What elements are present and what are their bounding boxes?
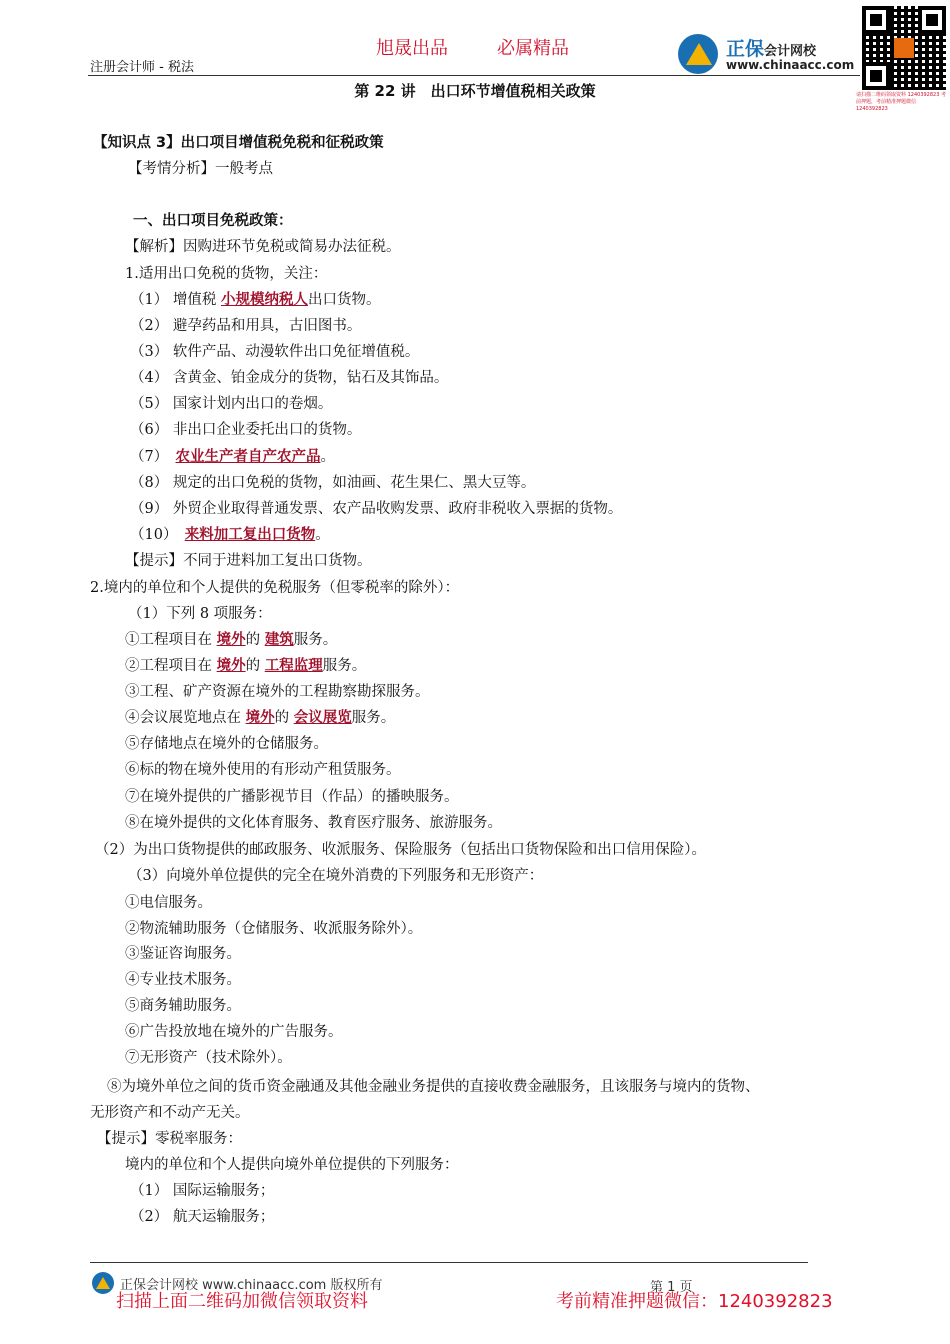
text-segment: （3） 软件产品、动漫软件出口免征增值税。 <box>130 344 420 360</box>
text-segment: 境内的单位和个人提供向境外单位提供的下列服务： <box>125 1157 459 1173</box>
lecture-title: 第 22 讲 出口环节增值税相关政策 <box>354 82 596 100</box>
text-segment: 1.适用出口免税的货物，关注： <box>125 266 328 282</box>
text-segment: ④会议展览地点在 <box>125 710 246 726</box>
text-segment: ③鉴证咨询服务。 <box>125 946 241 962</box>
text-line <box>130 525 330 545</box>
text-line <box>107 1077 760 1097</box>
highlighted-term: 境外 <box>245 710 275 726</box>
text-line <box>128 866 543 886</box>
text-segment: 【知识点 3】出口项目增值税免税和征税政策 <box>93 135 384 151</box>
promo-right: 考前精准押题微信：1240392823 <box>556 1291 833 1312</box>
text-segment: ①工程项目在 <box>125 632 217 648</box>
text-line <box>125 734 328 754</box>
text-line <box>130 394 332 414</box>
header-slogan: 旭晟出品 <box>376 38 448 59</box>
text-line <box>95 840 706 860</box>
text-segment: ⑥广告投放地在境外的广告服务。 <box>125 1024 343 1040</box>
text-line <box>130 499 622 519</box>
text-segment: 2.境内的单位和个人提供的免税服务（但零税率的除外）： <box>90 580 460 596</box>
text-segment: （8） 规定的出口免税的货物，如油画、花生果仁、黑大豆等。 <box>130 475 536 491</box>
text-line <box>125 264 327 284</box>
text-segment: （5） 国家计划内出口的卷烟。 <box>130 396 333 412</box>
text-line <box>130 368 448 388</box>
text-segment: ⑤存储地点在境外的仓储服务。 <box>125 736 328 752</box>
text-line <box>130 473 535 493</box>
text-line <box>130 316 361 336</box>
text-line <box>125 893 212 913</box>
text-line <box>90 1103 250 1123</box>
text-line <box>125 237 401 257</box>
text-segment: ④专业技术服务。 <box>125 972 241 988</box>
text-line <box>125 1155 459 1175</box>
text-line <box>125 656 366 676</box>
highlighted-term: 工程监理 <box>264 658 323 674</box>
chinaacc-logo <box>678 34 858 74</box>
text-segment: 的 <box>245 632 265 648</box>
text-line <box>128 159 273 179</box>
text-line <box>130 420 361 440</box>
text-line <box>130 1181 274 1201</box>
text-segment: 【解析】因购进环节免税或简易办法征税。 <box>125 239 401 255</box>
text-line <box>97 1129 242 1149</box>
text-line <box>130 447 335 467</box>
text-segment: （2） 航天运输服务； <box>130 1209 275 1225</box>
text-segment: ②物流辅助服务（仓储服务、收派服务除外）。 <box>125 921 423 937</box>
text-line <box>125 919 422 939</box>
text-segment: （4） 含黄金、铂金成分的货物，钻石及其饰品。 <box>130 370 449 386</box>
text-segment: 【提示】零税率服务： <box>97 1131 242 1147</box>
highlighted-term: 建筑 <box>264 632 294 648</box>
page-number: 第 1 页 <box>650 1280 693 1295</box>
text-segment: （1）下列 8 项服务： <box>128 606 272 622</box>
text-segment: 无形资产和不动产无关。 <box>90 1105 250 1121</box>
text-line <box>130 290 380 310</box>
text-line <box>125 996 241 1016</box>
text-line <box>130 1207 274 1227</box>
text-segment: 服务。 <box>322 658 367 674</box>
text-segment: ⑦无形资产（技术除外）。 <box>125 1050 292 1066</box>
text-line <box>125 970 241 990</box>
text-segment: 一、出口项目免税政策： <box>133 213 293 229</box>
text-segment: 的 <box>274 710 294 726</box>
text-segment: （2） 避孕药品和用具，古旧图书。 <box>130 318 362 334</box>
text-segment: 出口货物。 <box>307 292 381 308</box>
text-line <box>133 211 293 231</box>
text-line <box>125 551 372 571</box>
header-subject: 注册会计师 - 税法 <box>90 60 194 75</box>
text-line <box>125 682 430 702</box>
text-segment: 服务。 <box>293 632 338 648</box>
text-segment: ⑧在境外提供的文化体育服务、教育医疗服务、旅游服务。 <box>125 815 502 831</box>
text-line <box>125 1022 343 1042</box>
text-line <box>93 133 384 153</box>
text-line <box>90 578 459 598</box>
text-line <box>130 342 419 362</box>
text-segment: ⑦在境外提供的广播影视节目（作品）的播映服务。 <box>125 789 459 805</box>
text-segment: 。 <box>315 527 330 543</box>
text-segment: ①电信服务。 <box>125 895 212 911</box>
text-segment: （6） 非出口企业委托出口的货物。 <box>130 422 362 438</box>
text-line <box>125 1048 292 1068</box>
highlighted-term: 农业生产者自产农产品 <box>175 449 321 465</box>
logo-url: www.chinaacc.com <box>726 58 855 72</box>
text-segment: （2）为出口货物提供的邮政服务、收派服务、保险服务（包括出口货物保险和出口信用保险）。 <box>95 842 706 858</box>
text-line <box>125 708 395 728</box>
text-segment: ⑥标的物在境外使用的有形动产租赁服务。 <box>125 762 401 778</box>
footer-copyright: 正保会计网校 www.chinaacc.com 版权所有 <box>120 1278 383 1293</box>
highlighted-term: 境外 <box>216 632 246 648</box>
text-line <box>125 787 459 807</box>
text-segment: 的 <box>245 658 265 674</box>
text-segment: （1） 国际运输服务； <box>130 1183 275 1199</box>
highlighted-term: 来料加工复出口货物 <box>184 527 316 543</box>
header-divider <box>88 75 860 76</box>
text-segment: （7） <box>130 449 176 465</box>
text-segment: （1） 增值税 <box>130 292 221 308</box>
text-segment: ⑤商务辅助服务。 <box>125 998 241 1014</box>
header-slogan: 必属精品 <box>497 38 569 59</box>
text-segment: ②工程项目在 <box>125 658 217 674</box>
text-segment: ⑧为境外单位之间的货币资金融通及其他金融业务提供的直接收费金融服务，且该服务与境内的货物、 <box>107 1079 760 1095</box>
text-segment: （10） <box>130 527 185 543</box>
qr-caption: 请扫描二维码领取资料 1240392823 考前押题，考前精准押题微信 1240392823 <box>856 92 946 112</box>
logo-icon <box>678 34 718 74</box>
text-segment: ③工程、矿产资源在境外的工程勘察勘探服务。 <box>125 684 430 700</box>
text-segment: 【提示】不同于进料加工复出口货物。 <box>125 553 372 569</box>
highlighted-term: 小规模纳税人 <box>220 292 308 308</box>
text-line <box>125 760 401 780</box>
text-line <box>125 630 337 650</box>
text-line <box>128 604 272 624</box>
highlighted-term: 会议展览 <box>293 710 352 726</box>
text-segment: 【考情分析】一般考点 <box>128 161 273 177</box>
text-segment: （3）向境外单位提供的完全在境外消费的下列服务和无形资产： <box>128 868 544 884</box>
highlighted-term: 境外 <box>216 658 246 674</box>
text-line <box>125 813 502 833</box>
text-segment: 。 <box>320 449 335 465</box>
promo-left: 扫描上面二维码加微信领取资料 <box>116 1291 368 1312</box>
text-line <box>125 944 241 964</box>
footer-logo-icon <box>92 1272 114 1294</box>
footer-divider <box>90 1262 808 1263</box>
qr-code-icon <box>862 6 946 90</box>
text-segment: 服务。 <box>351 710 396 726</box>
logo-name: 正保会计网校 <box>726 38 817 60</box>
text-segment: （9） 外贸企业取得普通发票、农产品收购发票、政府非税收入票据的货物。 <box>130 501 623 517</box>
